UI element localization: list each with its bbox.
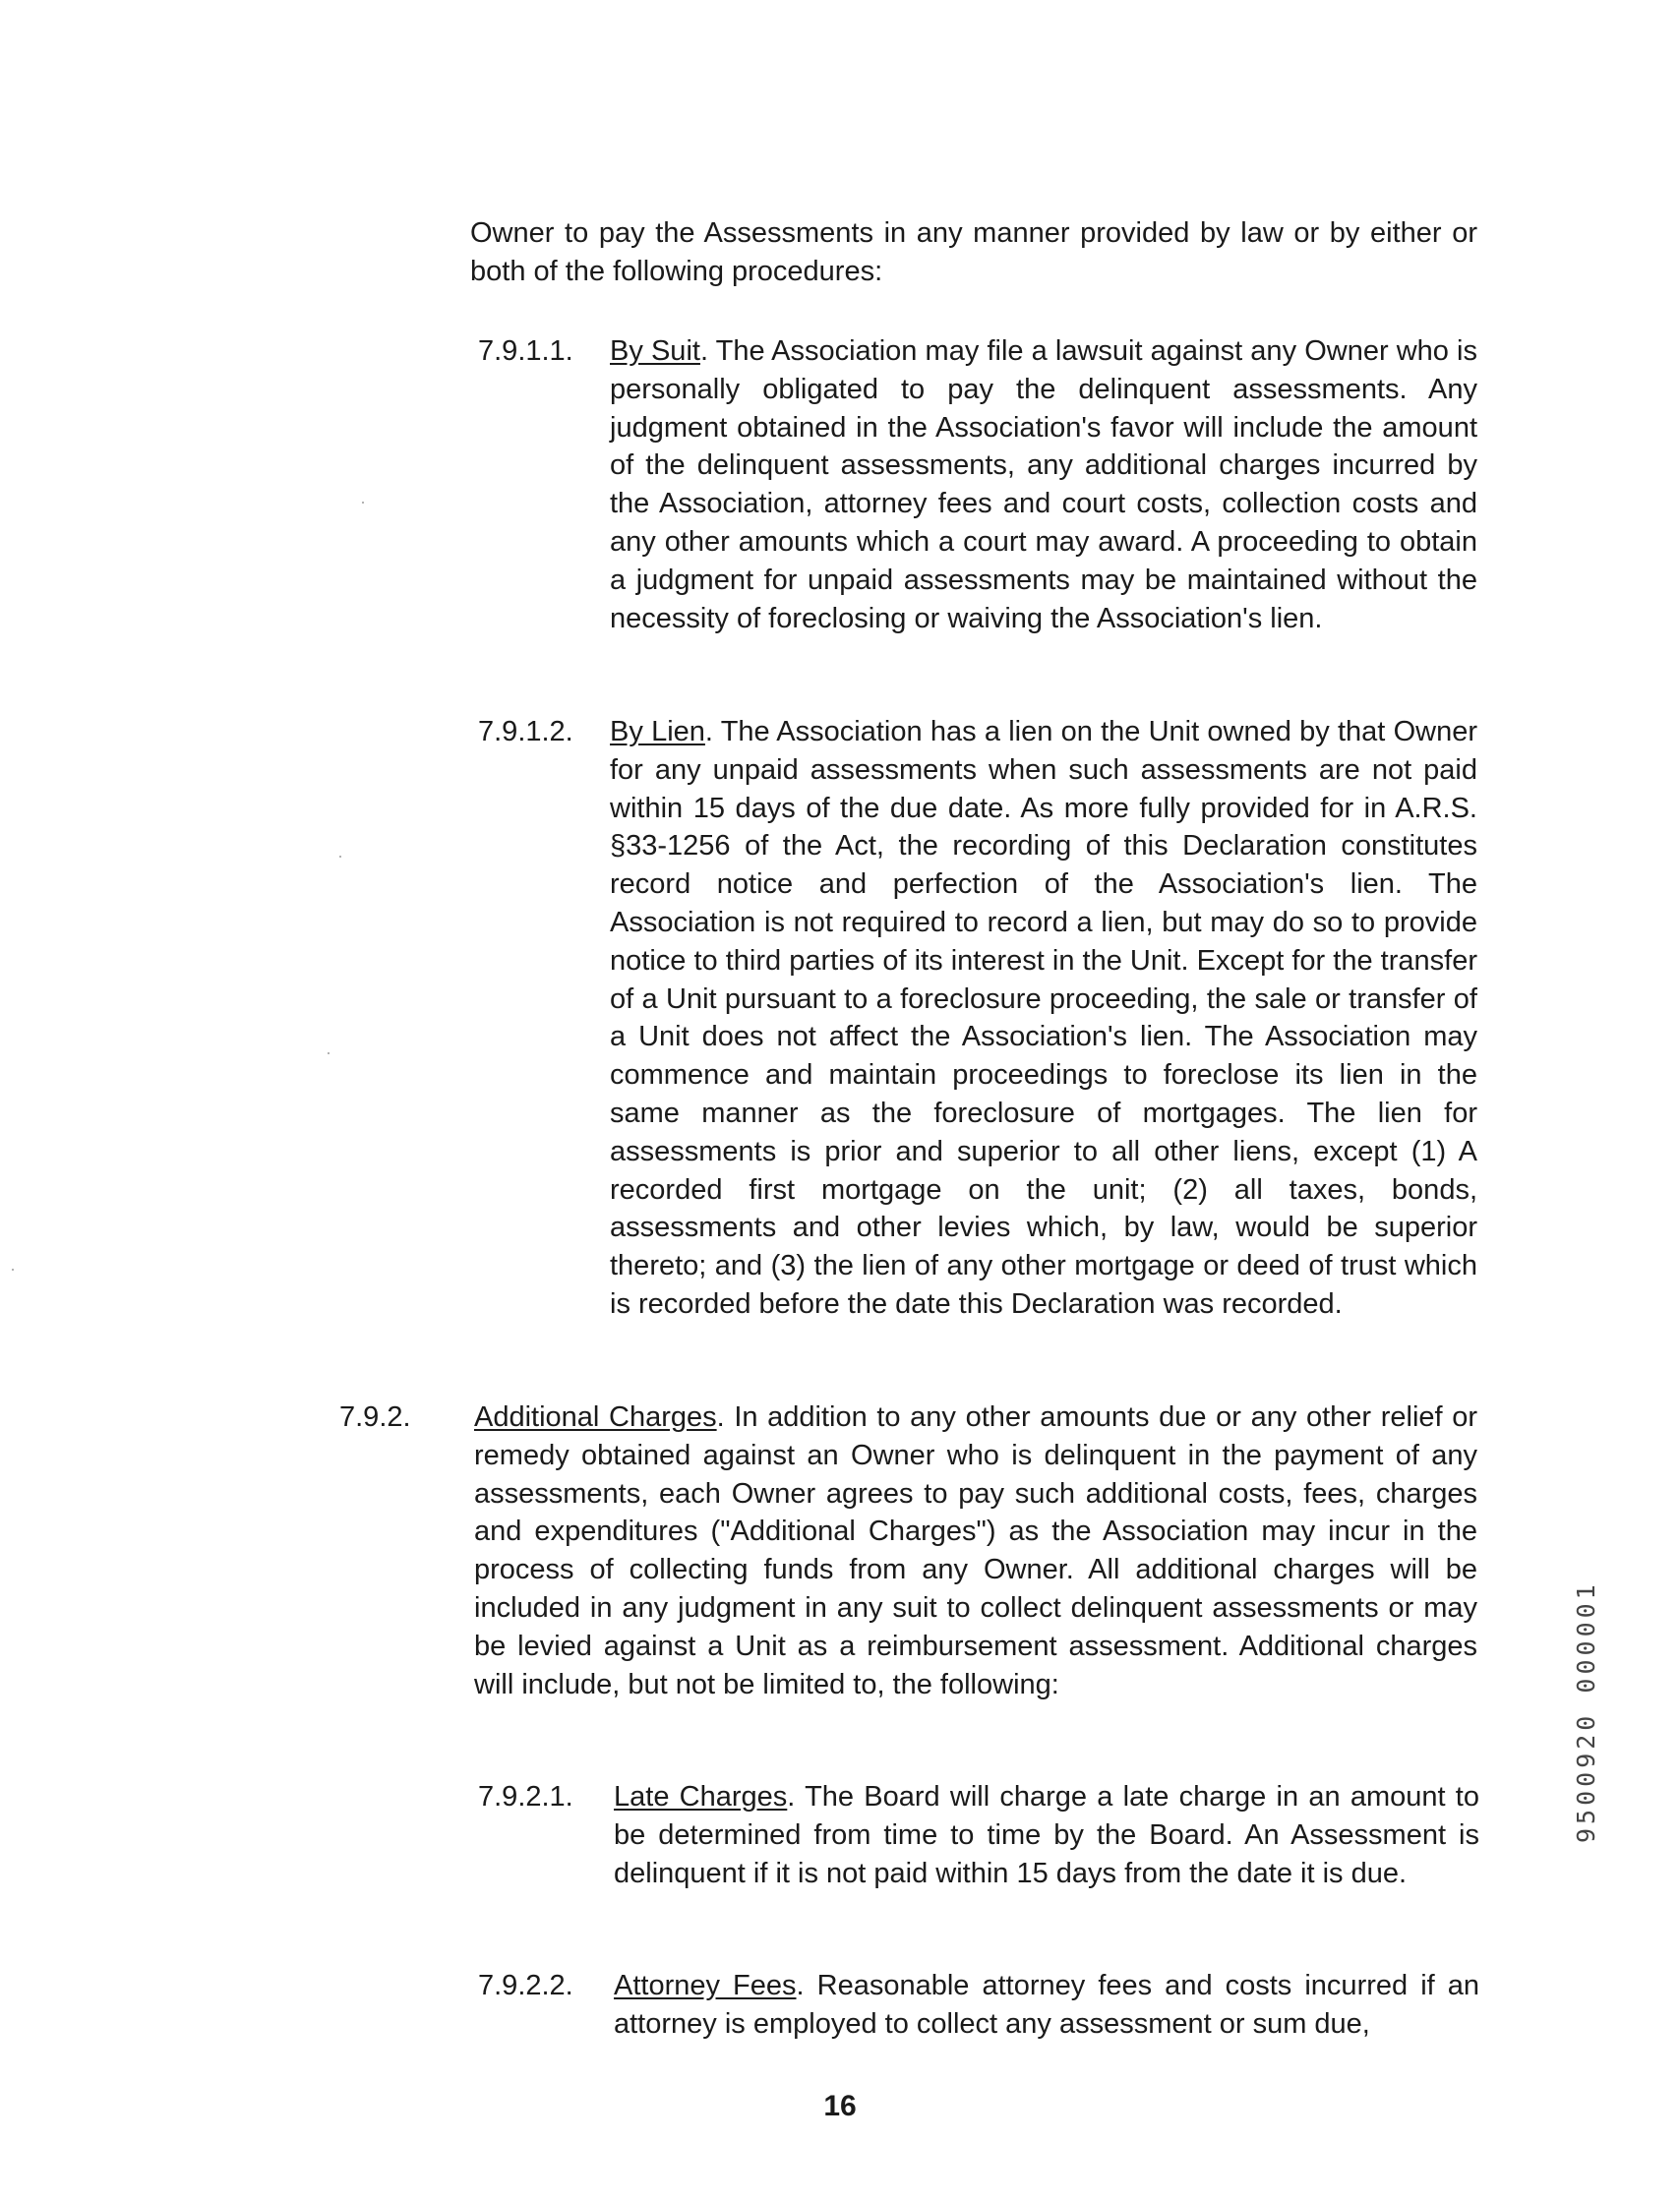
- section-number-7-9-1-2: 7.9.1.2.: [478, 716, 573, 747]
- intro-text: Owner to pay the Assessments in any manner provided by law or by either or both of the following procedures:: [470, 217, 1477, 287]
- section-body-late-charges: . The Board will charge a late charge in an amount to be determined from time to time by the Board. An Assessment is delinquent if it is not paid within 15 days from the date it is due.: [614, 1781, 1479, 1889]
- section-number-7-9-2-1: 7.9.2.1.: [478, 1781, 573, 1813]
- intro-paragraph: [470, 214, 1477, 291]
- scan-speck: [328, 1052, 330, 1054]
- section-heading-additional-charges: Additional Charges: [474, 1401, 717, 1433]
- section-7-9-1-2-paragraph: [610, 713, 1477, 1324]
- section-number-7-9-1-1: 7.9.1.1.: [478, 335, 573, 367]
- scan-speck: [362, 502, 364, 504]
- section-7-9-2-1-paragraph: [614, 1778, 1479, 1892]
- section-body-by-suit: . The Association may file a lawsuit against any Owner who is personally obligated to pay the delinquent assessments. Any judgment obtained in the Association's favor will include the amount of the delinquent assessments, any additional charges incurred by the Association, attorney fees and court costs, collection costs and any other amounts which a court may award. A proceeding to obtain a judgment for unpaid assessments may be maintained without the necessity of foreclosing or waiving the Association's lien.: [610, 335, 1477, 634]
- section-7-9-1-1-paragraph: [610, 332, 1477, 637]
- section-number-7-9-2: 7.9.2.: [339, 1401, 411, 1433]
- section-body-attorney-fees: . Reasonable attorney fees and costs incurred if an attorney is employed to collect any assessment or sum due,: [614, 1970, 1480, 2040]
- section-heading-attorney-fees: Attorney Fees: [614, 1970, 797, 2001]
- scan-speck: [339, 856, 341, 858]
- section-heading-by-suit: By Suit: [610, 335, 700, 367]
- scan-speck: [12, 1269, 14, 1271]
- section-body-additional-charges: . In addition to any other amounts due or any other relief or remedy obtained against an Owner who is delinquent in the payment of any assessments, each Owner agrees to pay such additional costs, fees, charges and expenditures ("Additional Charges") as the Association may incur in the process of collecting funds from any Owner. All additional charges will be included in any judgment in any suit to collect delinquent assessments or may be levied against a Unit as a reimbursement assessment. Additional charges will include, but not be limited to, the following:: [474, 1401, 1478, 1700]
- section-number-7-9-2-2: 7.9.2.2.: [478, 1970, 573, 2001]
- section-heading-by-lien: By Lien: [610, 716, 705, 747]
- section-body-by-lien: . The Association has a lien on the Unit owned by that Owner for any unpaid assessments when such assessments are not paid within 15 days of the due date. As more fully provided for in A.R.S. §33-1256 of the Act, the recording of this Declaration constitutes record notice and perfection of the Association's lien. The Association is not required to record a lien, but may do so to provide notice to third parties of its interest in the Unit. Except for the transfer of a Unit pursuant to a foreclosure proceeding, the sale or transfer of a Unit does not affect the Association's lien. The Association may commence and maintain proceedings to foreclose its lien in the same manner as the foreclosure of mortgages. The lien for assessments is prior and superior to all other liens, except (1) A recorded first mortgage on the unit; (2) all taxes, bonds, assessments and other levies which, by law, would be superior thereto; and (3) the lien of any other mortgage or deed of trust which is recorded before the date this Declaration was recorded.: [610, 716, 1478, 1320]
- page-number: 16: [823, 2090, 857, 2122]
- section-7-9-2-paragraph: [474, 1398, 1477, 1703]
- recording-stamp: 9500920 000001: [1572, 1580, 1600, 1843]
- section-7-9-2-2-paragraph: [614, 1967, 1479, 2044]
- section-heading-late-charges: Late Charges: [614, 1781, 788, 1813]
